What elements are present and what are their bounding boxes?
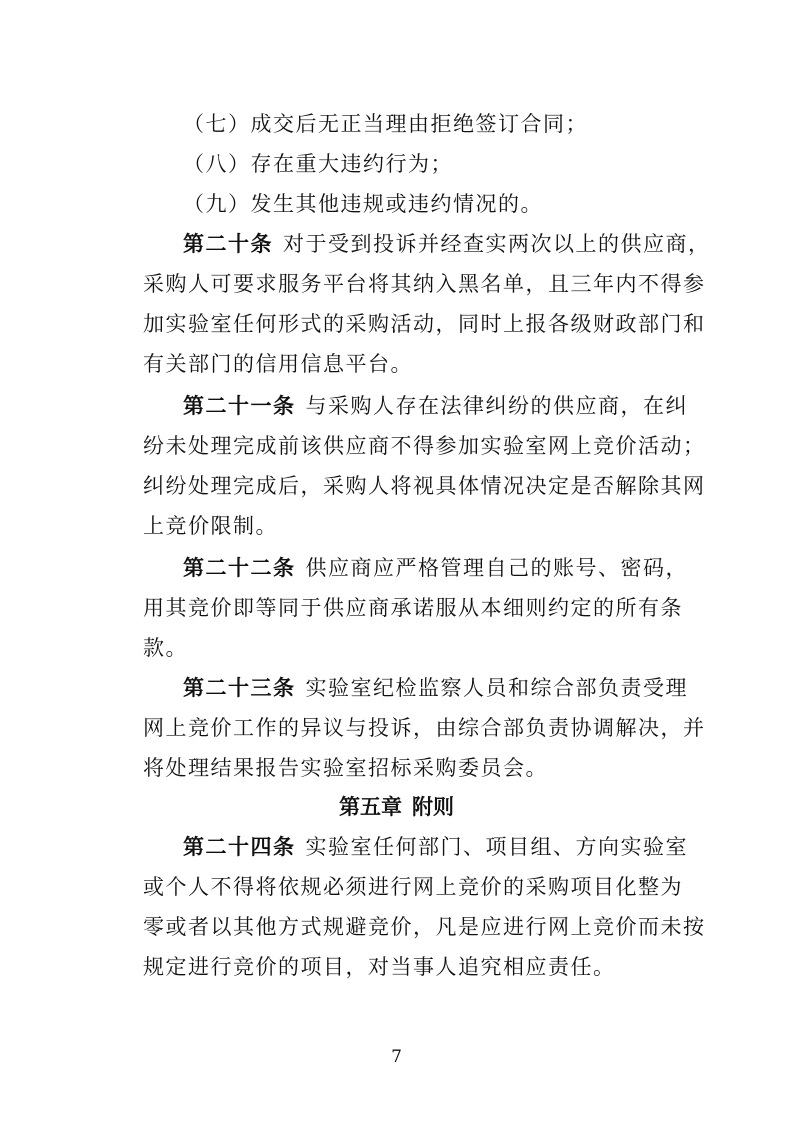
article-24-line: 规定进行竞价的项目，对当事人追究相应责任。 [143,955,616,979]
chapter-title: 附则 [412,795,454,819]
list-item-7: （七）成交后无正当理由拒绝签订合同； [183,112,588,136]
article-21-number: 第二十一条 [183,394,296,418]
article-24-line: 零或者以其他方式规避竞价，凡是应进行网上竞价而未按 [143,915,706,939]
article-24-line: 或个人不得将依规必须进行网上竞价的采购项目化整为 [143,875,683,899]
article-21-line: 纠纷处理完成后，采购人将视具体情况决定是否解除其网 [143,474,706,498]
article-22-number: 第二十二条 [183,556,296,580]
article-22-line: 款。 [143,636,188,660]
article-24-first-line [183,833,688,861]
article-23-line: 网上竞价工作的异议与投诉，由综合部负责协调解决，并 [143,716,706,740]
article-21-first-line [183,392,688,420]
article-22-line: 用其竞价即等同于供应商承诺服从本细则约定的所有条 [143,596,683,620]
chapter-number: 第五章 [339,795,402,819]
list-item-9: （九）发生其他违规或违约情况的。 [183,192,543,216]
chapter-heading [0,793,793,821]
article-21-line: 上竞价限制。 [143,514,278,538]
article-23-number: 第二十三条 [183,676,296,700]
page-number: 7 [391,1047,402,1067]
article-23-line: 将处理结果报告实验室招标采购委员会。 [143,756,548,780]
article-21-line: 纷未处理完成前该供应商不得参加实验室网上竞价活动； [143,434,706,458]
article-20-text: 对于受到投诉并经查实两次以上的供应商， [283,232,711,256]
article-20-line: 采购人可要求服务平台将其纳入黑名单，且三年内不得参 [143,272,706,296]
article-20-line: 加实验室任何形式的采购活动，同时上报各级财政部门和 [143,312,706,336]
article-24-number: 第二十四条 [183,835,296,859]
article-22-text: 供应商应严格管理自己的账号、密码， [305,556,688,580]
article-24-text: 实验室任何部门、项目组、方向实验室 [305,835,688,859]
article-20-first-line [183,230,711,258]
article-23-first-line [183,674,688,702]
article-23-text: 实验室纪检监察人员和综合部负责受理 [305,676,688,700]
article-22-first-line [183,554,688,582]
article-20-number: 第二十条 [183,232,273,256]
article-21-text: 与采购人存在法律纠纷的供应商，在纠 [305,394,688,418]
list-item-8: （八）存在重大违约行为； [183,152,453,176]
article-20-line: 有关部门的信用信息平台。 [143,352,413,376]
